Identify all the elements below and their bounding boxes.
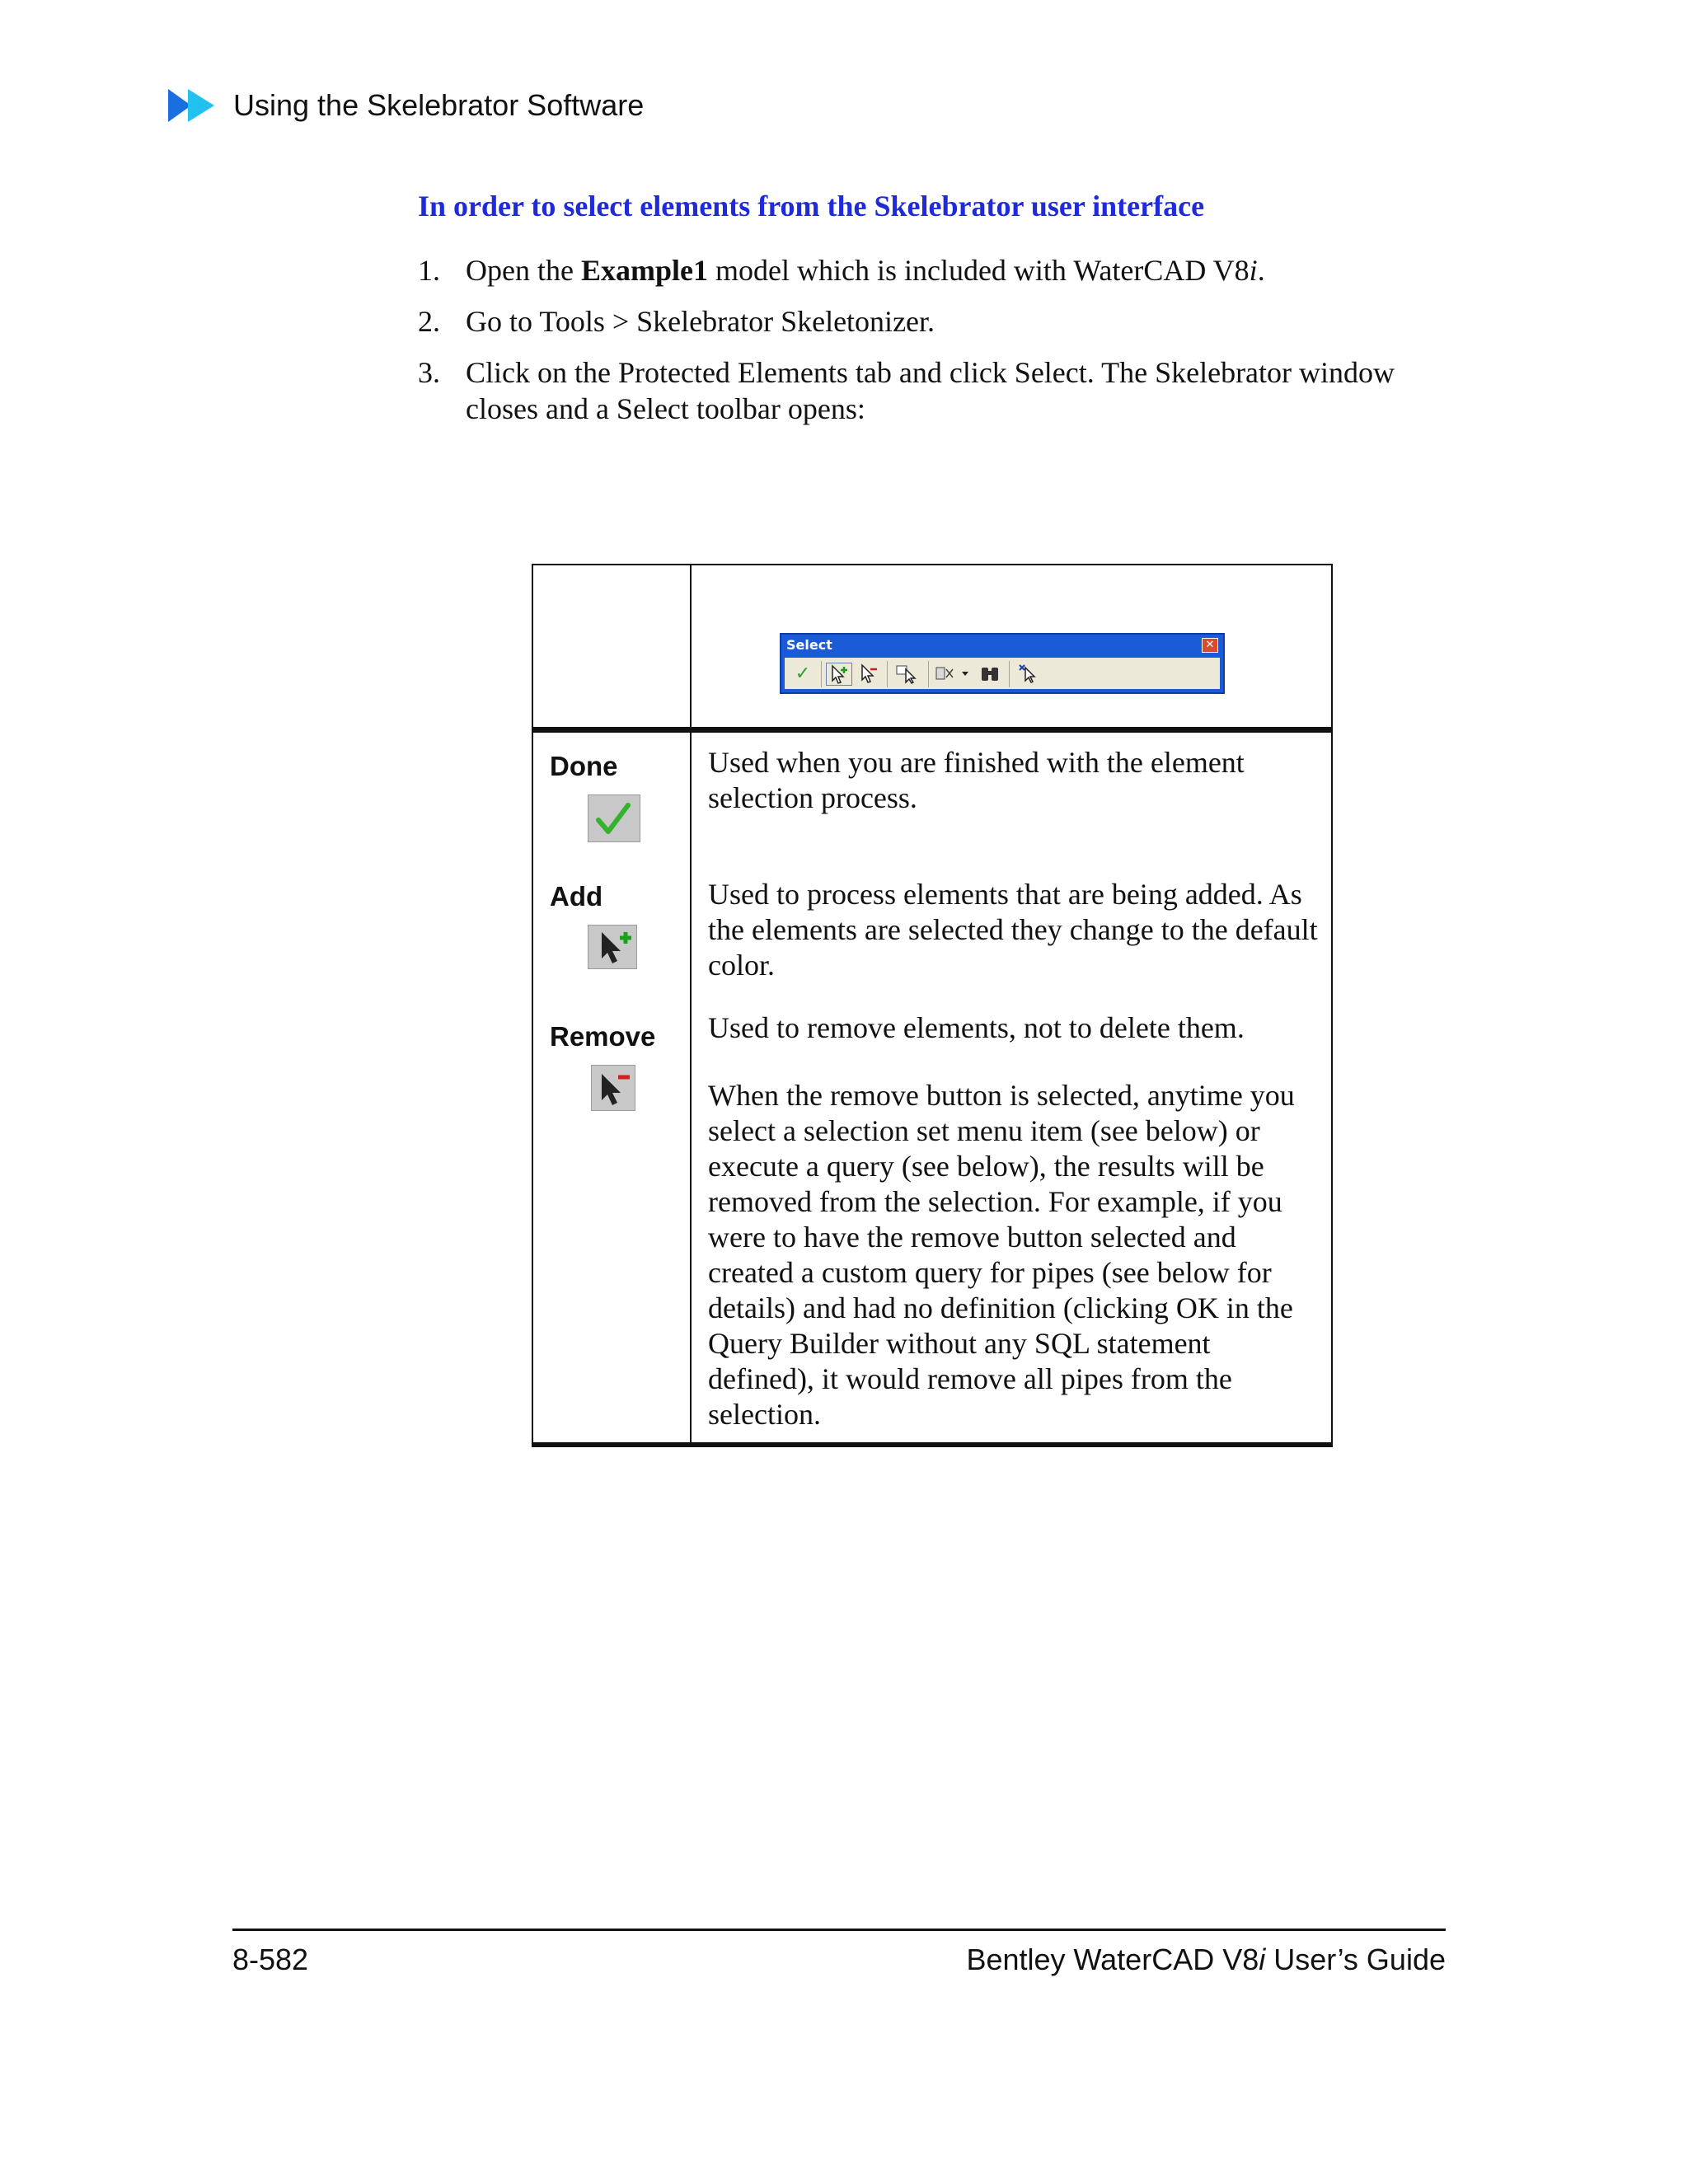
find-button[interactable] [976,663,1004,686]
select-toolbar [780,633,1225,694]
page-number: 8-582 [232,1943,309,1976]
column-divider [690,565,692,1442]
header-rule [533,727,1331,733]
checkmark-icon [588,794,640,842]
add-description: Used to process elements that are being added. As the elements are selected they change to the default color. [708,878,1318,982]
step-2: 2. Go to Tools > Skelebrator Skeletonizer. [418,305,935,338]
bottom-rule [532,1442,1333,1447]
toolbar-title: Select [786,637,832,653]
selection-set-button[interactable] [893,663,921,686]
step-3: 3. Click on the Protected Elements tab and click Select. The Skelebrator window closes and a Select toolbar opens: [418,356,1395,425]
add-select-icon [828,663,851,685]
add-label: Add [550,881,603,912]
done-description: Used when you are finished with the element selection process. [708,746,1245,814]
procedure-title: In order to select elements from the Skelebrator user interface [418,190,1205,223]
binoculars-icon [978,663,1002,684]
add-select-icon [588,925,637,969]
remove-description: Used to remove elements, not to delete them. [708,1011,1245,1044]
footer-rule [232,1929,1446,1931]
done-button[interactable]: ✓ [795,663,811,684]
selection-set-icon [894,663,921,684]
remove-select-icon [857,663,880,684]
remove-select-icon [591,1065,635,1111]
double-arrow-icon [168,87,221,124]
steps-list [418,252,1456,442]
remove-button[interactable] [856,663,882,686]
guide-title: Bentley WaterCAD V8i User’s Guide [966,1943,1446,1976]
remove-details: When the remove button is selected, anytime you select a selection set menu item (see below) or execute a query (see below), the results will be removed from the selection. For example, if you were to have the remove button selected and created a custom query for pipes (see below for details) and had no definition (clicking OK in the Query Builder without any SQL statement defined), it would remove all pipes from the selection. [708,1079,1295,1431]
query-icon [934,663,973,684]
toolbar-reference-table [532,564,1333,1444]
remove-label: Remove [550,1021,656,1052]
toolbar-body [785,658,1220,689]
query-dropdown-button[interactable] [933,663,974,686]
model-name: Example1 [580,254,708,287]
clear-select-icon [1017,663,1042,684]
close-icon[interactable]: ✕ [1202,638,1218,653]
done-label: Done [550,751,618,781]
section-header: Using the Skelebrator Software [233,88,645,122]
add-button[interactable] [826,663,852,686]
step-1: 1. Open the Example1 model which is included with WaterCAD V8i. [418,254,1265,287]
clear-selection-button[interactable] [1015,663,1043,686]
